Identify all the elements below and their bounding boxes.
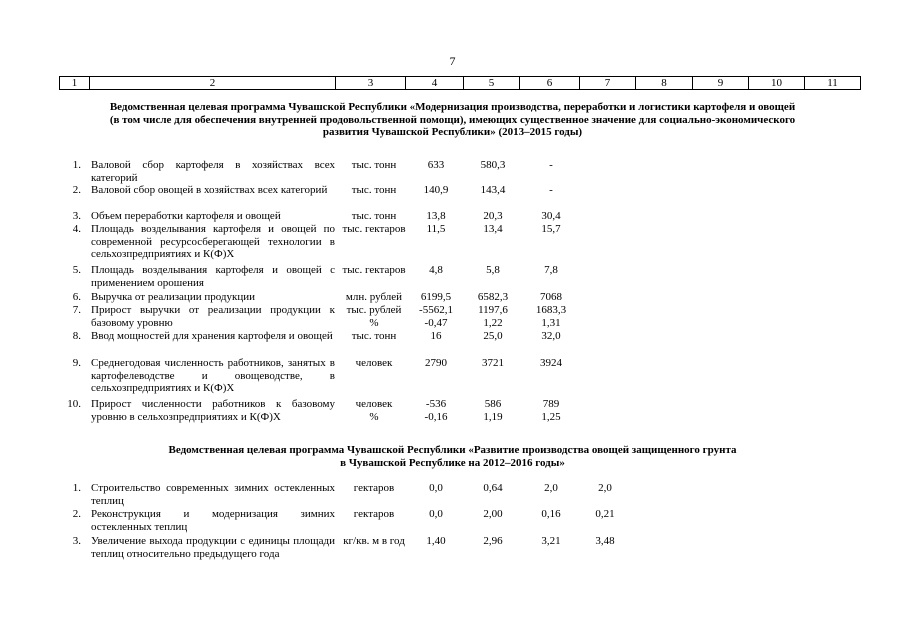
value-col6: - xyxy=(549,184,553,196)
value-col5: 5,8 xyxy=(486,264,500,276)
value-col6: 30,4 xyxy=(541,210,561,222)
unit: тыс. тонн xyxy=(351,330,397,342)
table-row xyxy=(0,291,905,304)
value-col6: 32,0 xyxy=(541,330,561,342)
value-col5: 3721 xyxy=(482,357,504,369)
table-row xyxy=(0,184,905,210)
row-number: 1. xyxy=(72,482,81,494)
column-number: 4 xyxy=(406,77,464,90)
value-col6: 0,16 xyxy=(541,508,561,520)
unit: млн. рублей xyxy=(345,291,403,303)
indicator-name: Среднегодовая численность работников, занятых в картофелеводстве и овощеводстве, в сельхозпредприятиях и К(Ф)Х xyxy=(91,357,335,394)
section1-rows xyxy=(0,159,905,424)
indicator-name: Валовой сбор овощей в хозяйствах всех категорий xyxy=(91,184,328,196)
page-number: 7 xyxy=(449,54,456,68)
indicator-name: Площадь возделывания картофеля и овощей по современной ресурсосберегающей технологии в сельхозпредприятиях и К(Ф)Х xyxy=(91,223,335,260)
value-col5: 580,3 xyxy=(480,159,506,171)
row-number: 3. xyxy=(72,210,81,222)
section1-title xyxy=(0,101,905,139)
column-number: 2 xyxy=(90,77,336,90)
row-number: 7. xyxy=(72,304,81,316)
unit: тыс. рублей % xyxy=(346,304,402,329)
value-col6: 789 1,25 xyxy=(541,398,561,423)
value-col6: 1683,3 1,31 xyxy=(535,304,567,329)
table-row xyxy=(0,330,905,357)
value-col5: 6582,3 xyxy=(477,291,509,303)
value-col6: 7068 xyxy=(540,291,562,303)
row-number: 9. xyxy=(72,357,81,369)
value-col4: 16 xyxy=(430,330,442,342)
column-number: 11 xyxy=(805,77,861,90)
value-col5: 13,4 xyxy=(483,223,503,235)
unit: тыс. тонн xyxy=(351,159,397,171)
column-number: 6 xyxy=(520,77,580,90)
column-number: 9 xyxy=(693,77,749,90)
value-col5: 2,00 xyxy=(483,508,503,520)
section1-title-line: Ведомственная целевая программа Чувашской Республики «Модернизация производства, переработки и логистики картофеля и овощей xyxy=(109,101,796,113)
value-col5: 1197,6 1,22 xyxy=(478,304,508,329)
value-col5: 586 1,19 xyxy=(483,398,503,423)
value-col4: 0,0 xyxy=(429,508,443,520)
section1-title-line: (в том числе для обеспечения внутренней продовольственной помощи), имеющих существенное значение для социально-экономического xyxy=(109,113,796,126)
table-row xyxy=(0,398,905,424)
row-number: 1. xyxy=(72,159,81,171)
indicator-name: Объем переработки картофеля и овощей xyxy=(91,210,281,222)
column-number: 8 xyxy=(636,77,693,90)
value-col4: -5562,1 -0,47 xyxy=(419,304,453,329)
table-row xyxy=(0,482,905,508)
value-col4: -536 -0,16 xyxy=(424,398,448,423)
value-col5: 20,3 xyxy=(483,210,503,222)
indicator-name: Увеличение выхода продукции с единицы площади теплиц относительно предыдущего года xyxy=(91,535,335,560)
unit: человек xyxy=(355,357,393,369)
row-number: 8. xyxy=(72,330,81,342)
value-col6: 2,0 xyxy=(544,482,558,494)
unit: тыс. гектаров xyxy=(342,264,406,276)
row-number: 2. xyxy=(72,508,81,520)
value-col6: 3924 xyxy=(540,357,562,369)
value-col4: 13,8 xyxy=(426,210,446,222)
indicator-name: Выручка от реализации продукции xyxy=(91,291,256,303)
table-row xyxy=(0,264,905,291)
indicator-name: Валовой сбор картофеля в хозяйствах всех категорий xyxy=(91,159,335,184)
value-col4: 1,40 xyxy=(426,535,446,547)
value-col7: 2,0 xyxy=(598,482,612,494)
value-col6: - xyxy=(549,159,553,171)
indicator-name: Площадь возделывания картофеля и овощей с применением орошения xyxy=(91,264,335,289)
section2-title-line: в Чувашской Республике на 2012–2016 годы» xyxy=(340,456,565,469)
column-number: 5 xyxy=(464,77,520,90)
value-col4: 633 xyxy=(427,159,445,171)
unit: гектаров xyxy=(353,482,395,494)
unit: тыс. тонн xyxy=(351,184,397,196)
unit: тыс. гектаров xyxy=(342,223,406,235)
column-number: 7 xyxy=(580,77,636,90)
column-number-header xyxy=(59,76,861,90)
indicator-name: Прирост выручки от реализации продукции к базовому уровню xyxy=(91,304,335,329)
column-number: 1 xyxy=(60,77,90,90)
row-number: 3. xyxy=(72,535,81,547)
table-row xyxy=(0,304,905,330)
value-col4: 0,0 xyxy=(429,482,443,494)
value-col5: 25,0 xyxy=(483,330,503,342)
unit: тыс. тонн xyxy=(351,210,397,222)
value-col5: 0,64 xyxy=(483,482,503,494)
value-col4: 2790 xyxy=(425,357,447,369)
value-col7: 3,48 xyxy=(595,535,615,547)
section2-title-line: Ведомственная целевая программа Чувашской Республики «Развитие производства овощей защищенного грунта xyxy=(168,444,737,456)
value-col4: 11,5 xyxy=(426,223,446,235)
indicator-name: Прирост численности работников к базовому уровню в сельхозпредприятиях и К(Ф)Х xyxy=(91,398,335,423)
row-number: 4. xyxy=(72,223,81,235)
value-col6: 7,8 xyxy=(544,264,558,276)
value-col4: 140,9 xyxy=(423,184,449,196)
column-number: 10 xyxy=(749,77,805,90)
indicator-name: Ввод мощностей для хранения картофеля и овощей xyxy=(91,330,333,342)
row-number: 5. xyxy=(72,264,81,276)
indicator-name: Строительство современных зимних остекленных теплиц xyxy=(91,482,335,507)
row-number: 6. xyxy=(72,291,81,303)
table-row xyxy=(0,508,905,535)
value-col4: 6199,5 xyxy=(420,291,452,303)
value-col5: 2,96 xyxy=(483,535,503,547)
value-col4: 4,8 xyxy=(429,264,443,276)
section2-rows xyxy=(0,482,905,575)
unit: гектаров xyxy=(353,508,395,520)
unit: кг/кв. м в год xyxy=(343,535,405,547)
row-number: 2. xyxy=(72,184,81,196)
indicator-name: Реконструкция и модернизация зимних остекленных теплиц xyxy=(91,508,335,533)
value-col6: 15,7 xyxy=(541,223,561,235)
section2-title xyxy=(0,444,905,469)
table-row xyxy=(0,357,905,398)
column-number: 3 xyxy=(336,77,406,90)
value-col5: 143,4 xyxy=(480,184,506,196)
unit: человек % xyxy=(355,398,393,423)
section1-title-line: развития Чувашской Республики» (2013–2015 годы) xyxy=(322,126,583,138)
value-col6: 3,21 xyxy=(541,535,561,547)
row-number: 10. xyxy=(67,398,81,410)
table-row xyxy=(0,535,905,575)
table-row xyxy=(0,210,905,223)
value-col7: 0,21 xyxy=(595,508,615,520)
table-row xyxy=(0,159,905,184)
table-row xyxy=(0,223,905,264)
